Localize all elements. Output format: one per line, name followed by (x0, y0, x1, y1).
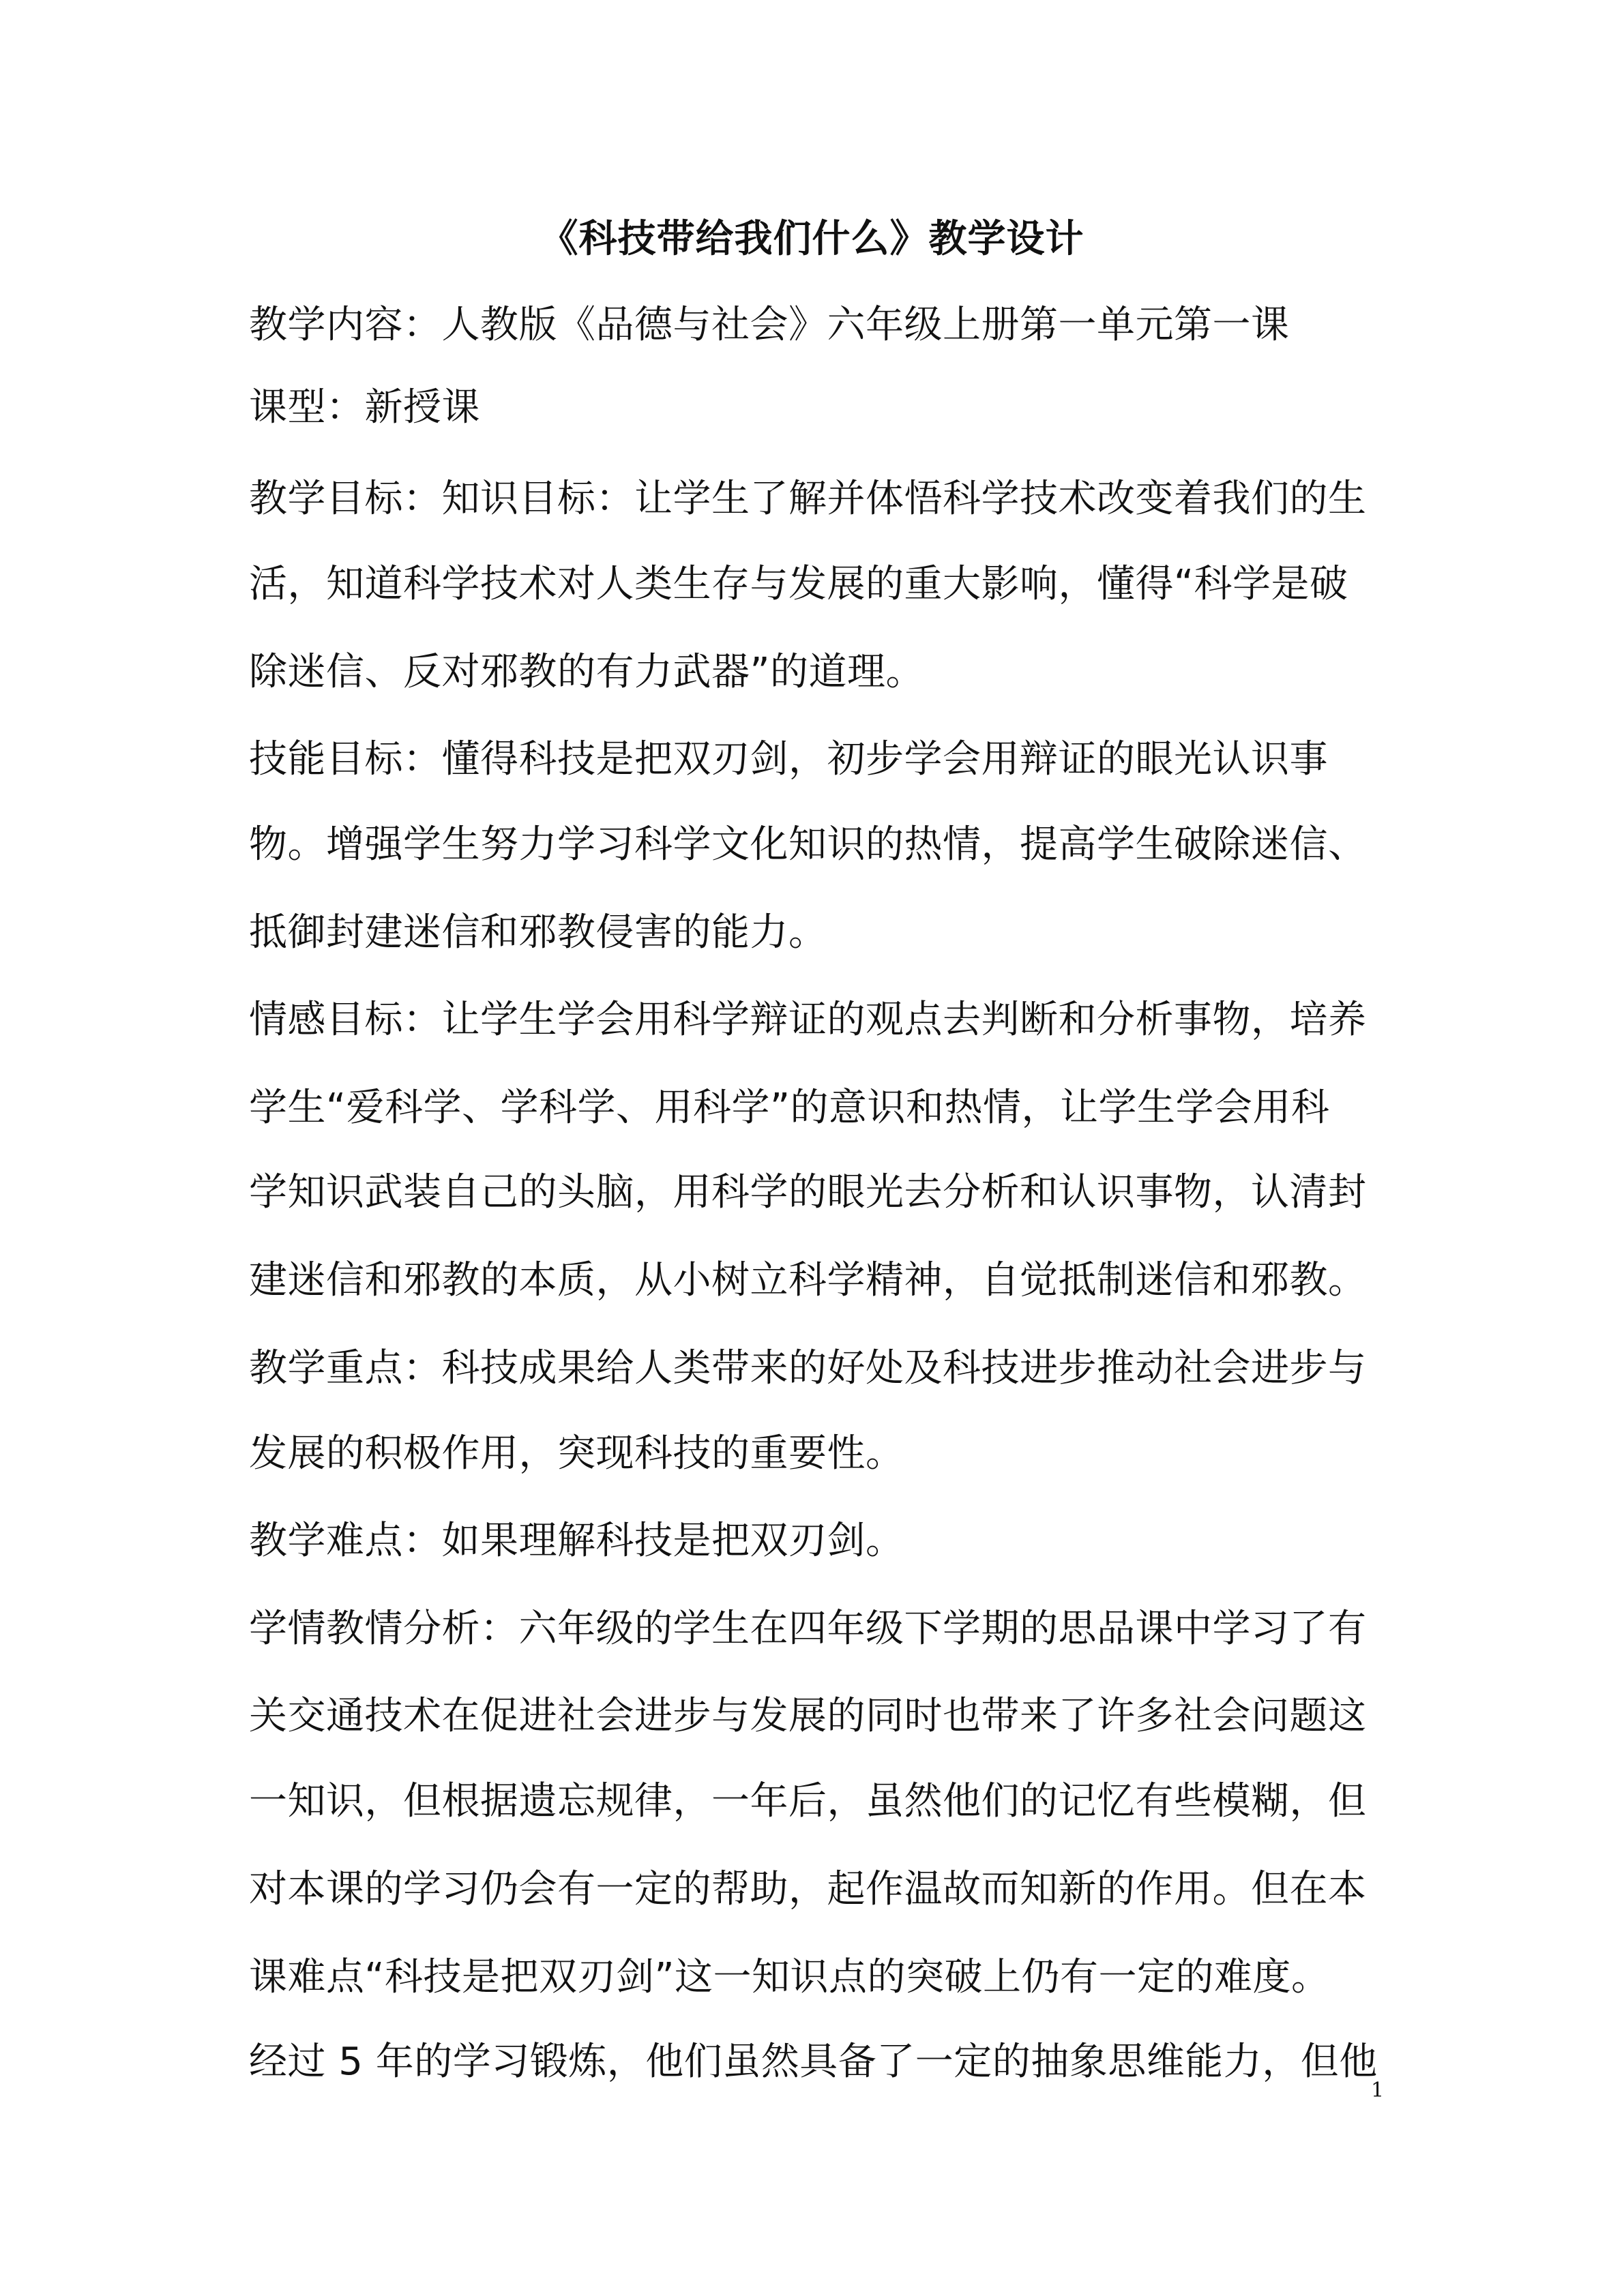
body-line-key-points-1: 教学重点：科技成果给人类带来的好处及科技进步推动社会进步与 (249, 1346, 1367, 1390)
body-line-analysis-5: 课难点“科技是把双刃剑”这一知识点的突破上仍有一定的难度。 (249, 1955, 1330, 1999)
body-line-goals-skill-2: 物。增强学生努力学习科学文化知识的热情，提高学生破除迷信、 (249, 822, 1367, 867)
body-line-analysis-1: 学情教情分析：六年级的学生在四年级下学期的思品课中学习了有 (249, 1607, 1367, 1651)
body-line-analysis-3: 一知识，但根据遗忘规律，一年后，虽然他们的记忆有些模糊，但 (249, 1779, 1367, 1823)
body-line-lesson-type: 课型：新授课 (249, 385, 480, 430)
body-line-key-points-2: 发展的积极作用，突现科技的重要性。 (249, 1431, 904, 1476)
body-line-goals-knowledge-3: 除迷信、反对邪教的有力武器”的道理。 (249, 650, 925, 694)
document-title: 《科技带给我们什么》教学设计 (540, 217, 1084, 261)
body-line-goals-skill-1: 技能目标：懂得科技是把双刃剑，初步学会用辩证的眼光认识事 (249, 737, 1328, 781)
body-line-goals-knowledge-2: 活，知道科学技术对人类生存与发展的重大影响，懂得“科学是破 (249, 562, 1348, 606)
page-number: 1 (1371, 2078, 1385, 2102)
body-line-goals-emotion-1: 情感目标：让学生学会用科学辩证的观点去判断和分析事物，培养 (249, 998, 1367, 1042)
body-line-analysis-6: 经过 5 年的学习锻炼，他们虽然具备了一定的抽象思维能力，但他 (249, 2040, 1378, 2084)
body-line-goals-skill-3: 抵御封建迷信和邪教侵害的能力。 (249, 910, 827, 955)
body-line-goals-emotion-2: 学生“爱科学、学科学、用科学”的意识和热情，让学生学会用科 (249, 1086, 1330, 1130)
body-line-goals-emotion-4: 建迷信和邪教的本质，从小树立科学精神，自觉抵制迷信和邪教。 (249, 1258, 1367, 1302)
body-line-analysis-4: 对本课的学习仍会有一定的帮助，起作温故而知新的作用。但在本 (249, 1867, 1367, 1911)
body-line-analysis-2: 关交通技术在促进社会进步与发展的同时也带来了许多社会问题这 (249, 1694, 1367, 1738)
body-line-difficulty: 教学难点：如果理解科技是把双刃剑。 (249, 1519, 904, 1563)
body-line-goals-emotion-3: 学知识武装自己的头脑，用科学的眼光去分析和认识事物，认清封 (249, 1170, 1367, 1214)
body-line-goals-knowledge-1: 教学目标：知识目标：让学生了解并体悟科学技术改变着我们的生 (249, 477, 1367, 521)
body-line-teaching-content: 教学内容：人教版《品德与社会》六年级上册第一单元第一课 (249, 303, 1290, 347)
